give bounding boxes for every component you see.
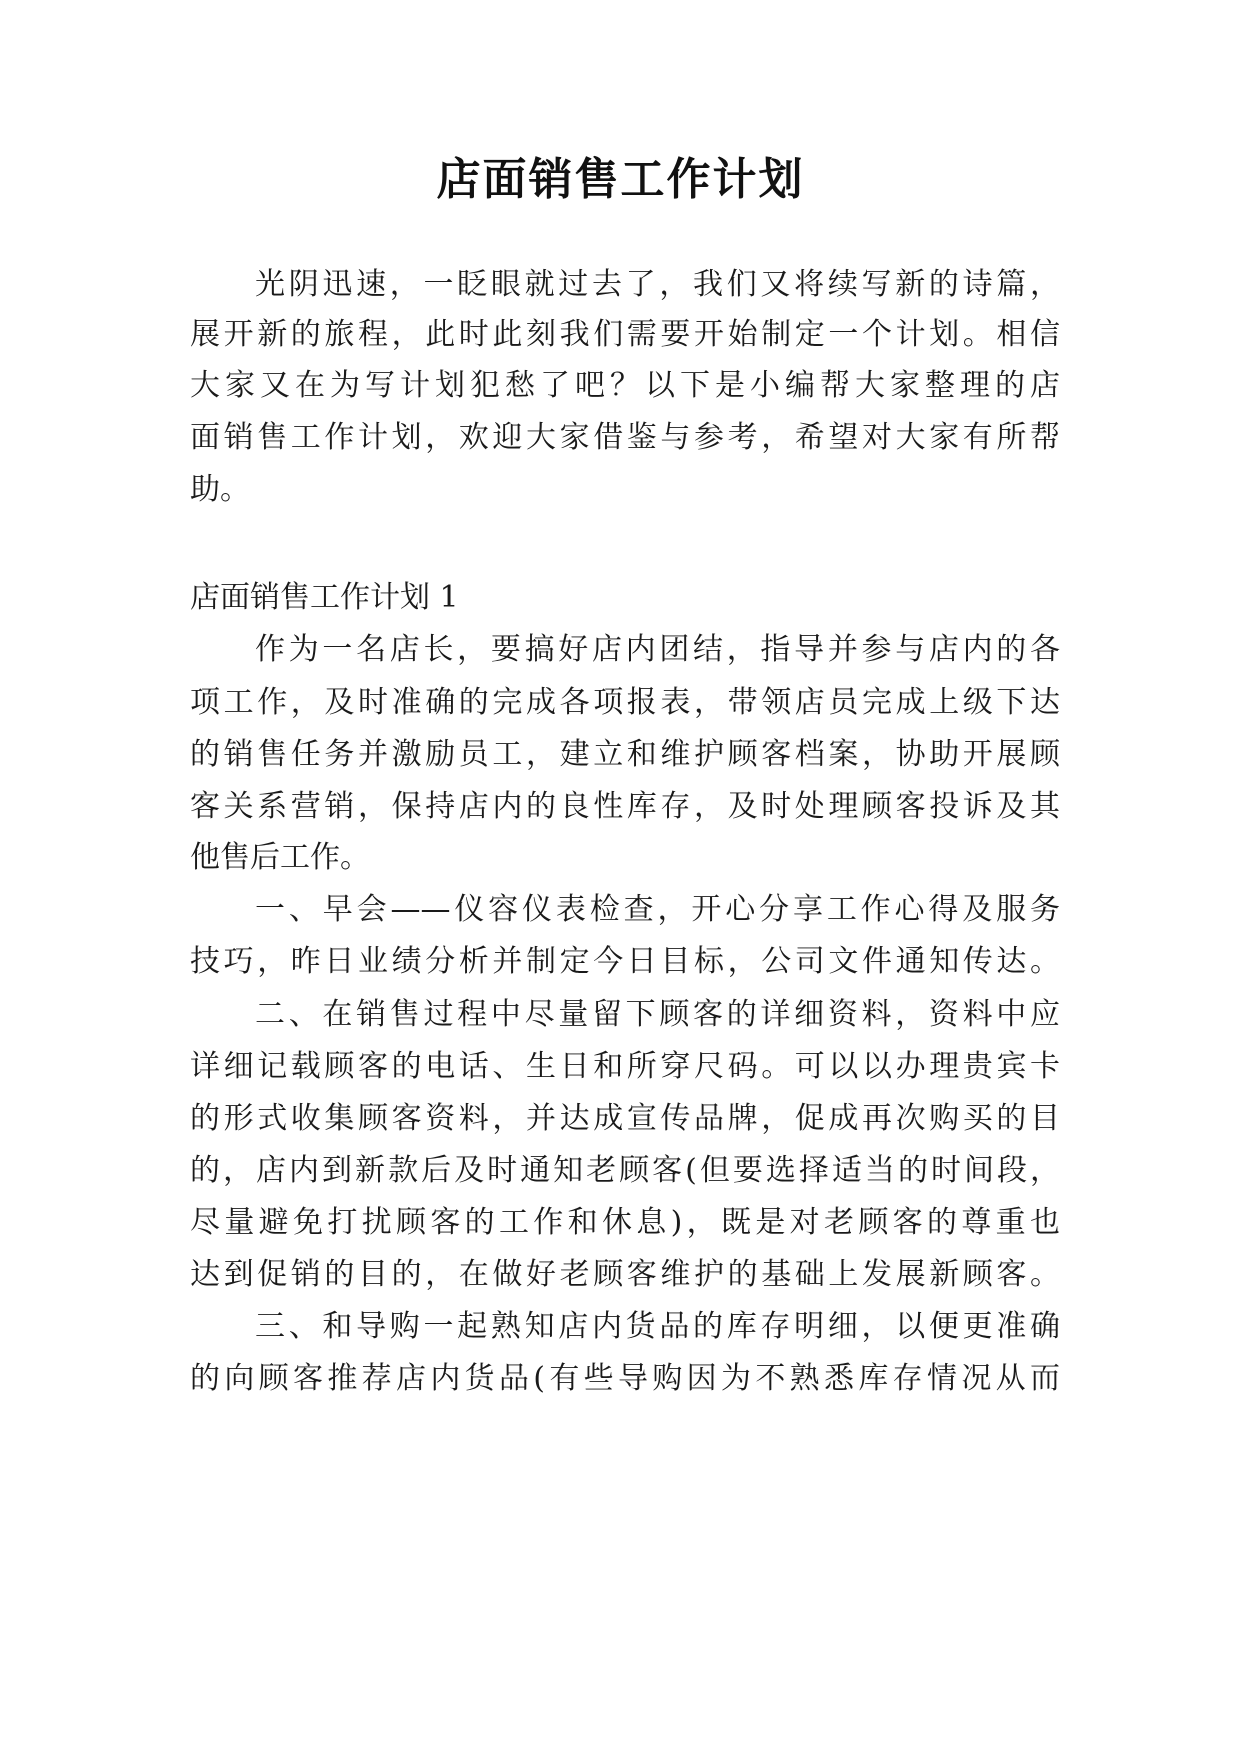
paragraph-line: 技巧，昨日业绩分析并制定今日目标，公司文件通知传达。 (190, 944, 1060, 979)
paragraph-line: 尽量避免打扰顾客的工作和休息)，既是对老顾客的尊重也 (190, 1205, 1060, 1240)
intro-line: 展开新的旅程，此时此刻我们需要开始制定一个计划。相信 (190, 317, 1060, 352)
intro-line: 助。 (190, 472, 250, 507)
paragraph-line: 的销售任务并激励员工，建立和维护顾客档案，协助开展顾 (190, 737, 1060, 772)
paragraph-line: 作为一名店长，要搞好店内团结，指导并参与店内的各 (255, 632, 1060, 667)
paragraph-line: 的形式收集顾客资料，并达成宣传品牌，促成再次购买的目 (190, 1101, 1060, 1136)
paragraph-line: 客关系营销，保持店内的良性库存，及时处理顾客投诉及其 (190, 789, 1060, 824)
paragraph-line: 的向顾客推荐店内货品(有些导购因为不熟悉库存情况从而 (190, 1361, 1060, 1396)
intro-line: 大家又在为写计划犯愁了吧？以下是小编帮大家整理的店 (190, 368, 1060, 403)
paragraph-line: 达到促销的目的，在做好老顾客维护的基础上发展新顾客。 (190, 1257, 1060, 1292)
document-title: 店面销售工作计划 (436, 154, 805, 205)
paragraph-line: 三、和导购一起熟知店内货品的库存明细，以便更准确 (255, 1309, 1060, 1344)
paragraph-line: 项工作，及时准确的完成各项报表，带领店员完成上级下达 (190, 685, 1060, 720)
paragraph-line: 一、早会——仪容仪表检查，开心分享工作心得及服务 (255, 892, 1060, 927)
paragraph-line: 他售后工作。 (190, 840, 370, 875)
intro-line: 光阴迅速，一眨眼就过去了，我们又将续写新的诗篇， (255, 267, 1060, 302)
paragraph-line: 的，店内到新款后及时通知老顾客(但要选择适当的时间段， (190, 1153, 1060, 1188)
paragraph-line: 详细记载顾客的电话、生日和所穿尺码。可以以办理贵宾卡 (190, 1049, 1060, 1084)
paragraph-line: 二、在销售过程中尽量留下顾客的详细资料，资料中应 (255, 997, 1060, 1032)
intro-line: 面销售工作计划，欢迎大家借鉴与参考，希望对大家有所帮 (190, 420, 1060, 455)
section-heading: 店面销售工作计划 1 (190, 580, 459, 615)
